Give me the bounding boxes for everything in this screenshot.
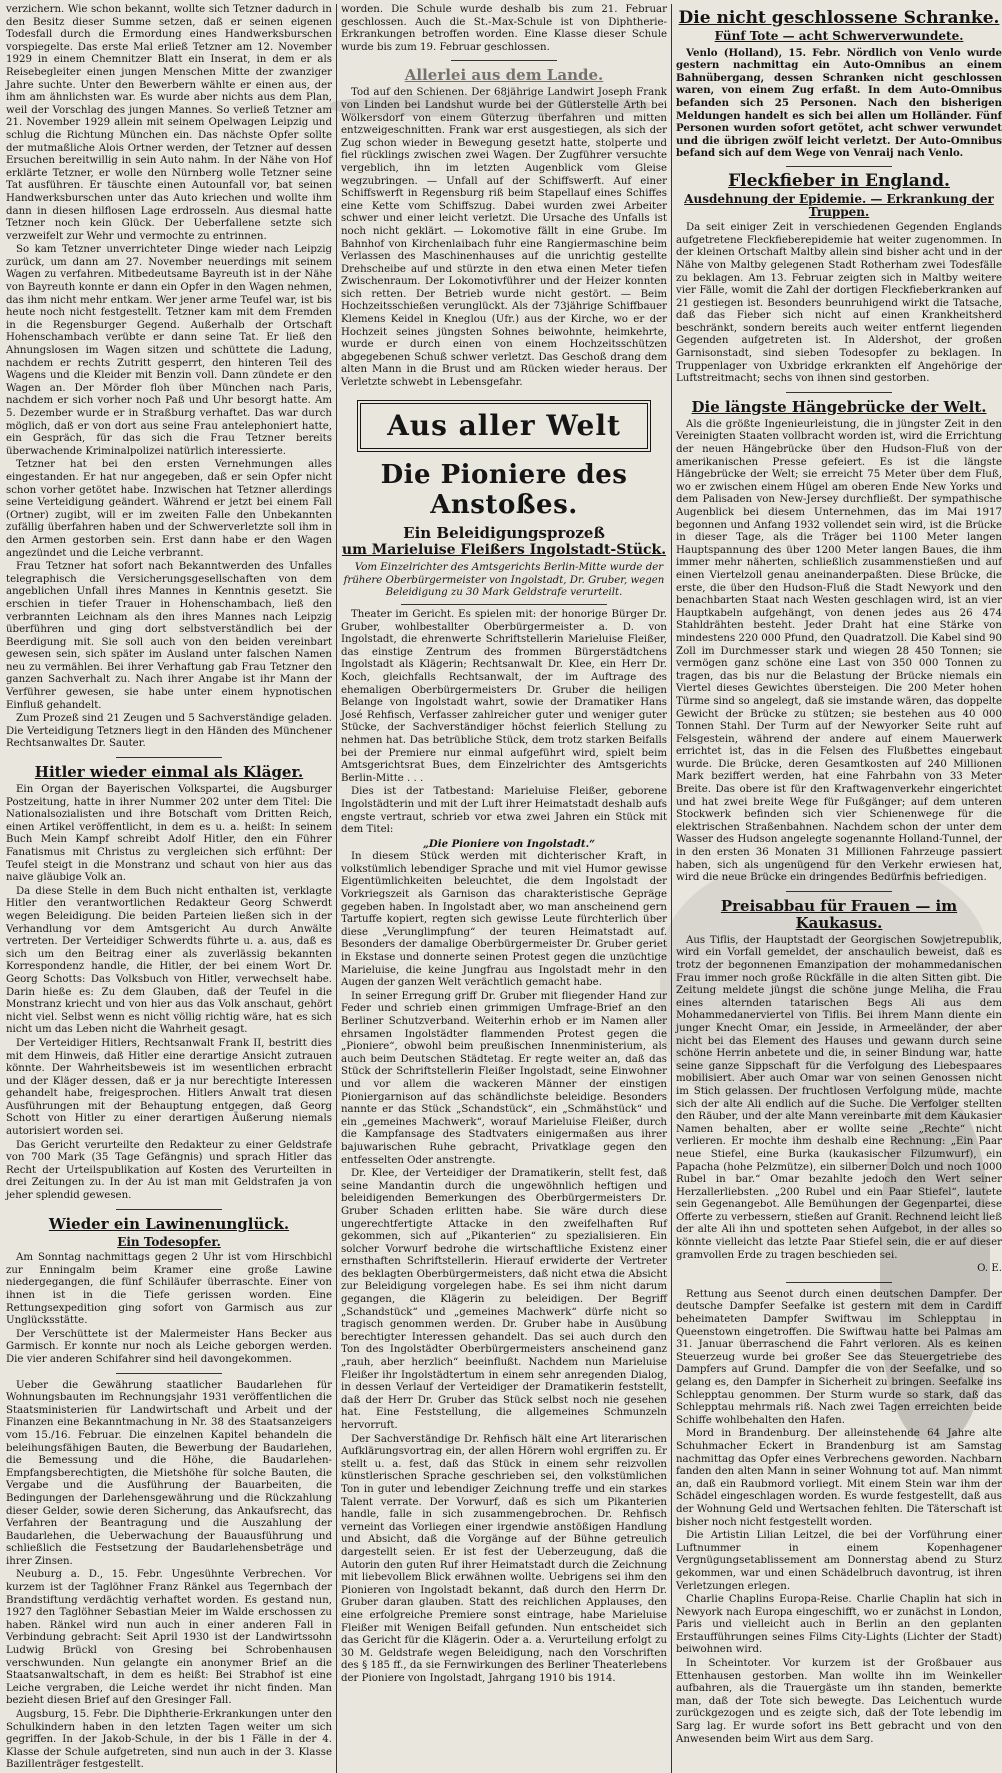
headline-bruecke: Die längste Hängebrücke der Welt. <box>691 397 987 416</box>
pioniere-quote-title: „Die Pioniere von Ingolstadt.“ <box>423 837 595 850</box>
subheadline-pioniere: Ein Beleidigungsprozeß <box>403 523 605 542</box>
diphtherie-paragraph: worden. Die Schule wurde deshalb bis zum 21. Februar geschlossen. Auch die St.-Max-Schule ist von Diphtherie-Erkrankungen betroffen worden. Eine Klasse dieser Schule wurde bis zum 19. Februar geschlossen. <box>341 4 667 53</box>
subheadline-lawine: Ein Todesopfer. <box>117 1234 221 1249</box>
tetzner-paragraph: So kam Tetzner unverrichteter Dinge wieder nach Leipzig zurück, um dann am 27. November neuerdings mit seinem Wagen zu verfahren. Mitbedeutsame Bayreuth ist in der Nähe von Bayreuth konnte er dann ein Opfer in den Wagen nehmen, das ihm nicht mehr entkam. Wer jener arme Teufel war, ist bis heute noch nicht festgestellt. Tetzner kam mit dem Fremden in die Regensburger Gegend. Außerhalb der Ortschaft Hohenschambach verübte er dann seine Tat. Er ließ den Ahnungslosen im Wagen sitzen und schüttete die Ladung, nachdem er rechts Zutritt gesperrt, den hinteren Teil des Wagens und die Kleider mit Benzin voll. Dann zündete er den Wagen an. Der Mörder floh über München nach Paris, nachdem er sich vorher noch Paß und Uhr besorgt hatte. Am 5. Dezember wurde er in Straßburg verhaftet. Das war durch möglich, daß er von dort aus seine Frau antelephoniert hatte, ein Gespräch, für das sich die Frau Tetzner bereits überwachende Kriminalpolizei natürlich interessierte. <box>6 244 332 457</box>
divider <box>786 166 892 167</box>
pioniere-paragraph: Theater im Gericht. Es spielen mit: der honorige Bürger Dr. Gruber, wohlbestallter Oberbürgermeister a. D. von Ingolstadt, die ehrenwerte Schriftstellerin Marieluise Fleißer, das einstige Zentrum des frommen Bürgerstädtchens Ingolstadt als Klägerin; Rechtsanwalt Dr. Klee, ein Herr Dr. Koch, gleichfalls Rechtsanwalt, der im Auftrage des ehemaligen Oberbürgermeisters Dr. Gruber die heiligen Belange von Ingolstadt wahrt, sowie der Dramatiker Hans José Rehfisch, Verfasser zahlreicher guter und weniger guter Stücke, der Sachverständiger höchst feierlich Stellung zu nehmen hat. Das betrübliche Stück, dem trotz starken Beifalls bei der Premiere nur einmal aufgeführt wird, spielt beim Amtsgerichtsrat Bues, dem Einzelrichter des Amtsgerichts Berlin-Mitte . . . <box>341 609 667 784</box>
lawine-paragraph: Am Sonntag nachmittags gegen 2 Uhr ist vom Hirschbichl zur Enningalm beim Kramer eine große Lawine niedergegangen, die fünf Schiläufer überraschte. Einer von ihnen ist in die Tiefe gerissen worden. Eine Rettungsexpedition ging sofort von Garmisch aus zur Unglücksstätte. <box>6 1252 332 1327</box>
preisabbau-paragraph: Aus Tiflis, der Hauptstadt der Georgischen Sowjetrepublik, wird ein Vorfall gemeldet, der anschaulich beweist, daß es trotz der begonnenen Emanzipation der mohammedanischen Frau immer noch große Rückfälle in die alten Sitten gibt. Die Zeitung meldete jüngst die schöne junge Meliha, die Frau eines alternden tatarischen Begs Ali aus dem Mohammedanerviertel von Tiflis. Bei ihrem Mann diente ein junger Knecht Omar, ein Jesside, in Armeeländer, der aber nicht bei das Element des Hauses und gewann durch seine schöne Herrin anbetete und die, in seiner Bindung war, hatte seine ganze Sippschaft für die Verfolgung des Liebespaares mobilisiert. Aber auch Omar war von seinen Genossen nicht im Stich gelassen. Der fruchtlosen Verfolgung müde, machte sich der alte Ali endlich auf die Suche. Die Verfolger stellten den Räuber, und der alte Mann vereinbarte mit dem Kaukasier Namen behalten, aber er wollte seine „Rechte“ nicht verlieren. Er mochte ihm deshalb eine Rechnung: „Ein Paar neue Stiefel, eine Burka (kaukasischer Filzumwurf), ein Papacha (hohe Pelzmütze), ein silberner Dolch und noch 1000 Rubel in bar.“ Omar bezahlte jedoch den Wert seiner Herzallerliebsten. „200 Rubel und ein Paar Stiefel“, lautete sein Gegenangebot. Alle Bemühungen der Gegenpartei, diese Offerte zu verbessern, stießen auf Granit. Rechnend leicht ließ der alte Ali ihn und spotteten sehen Aufgebot, in der alles so könnte vielleicht das letzte Paar Stiefel sein, die er auf dieser gramvollen Erde zu tragen beschieden sei. <box>676 934 1002 1261</box>
pioniere-paragraph: Der Sachverständige Dr. Rehfisch hält eine Art literarischen Aufklärungsvortrag ein, der allen Hörern wohl ergriffen zu. Er stellt u. a. fest, daß das Stück in einem sehr reizvollen künstlerischen Sprache geschrieben sei, den volkstümlichen Ton in guter und lebendiger Zeichnung treffe und ein starkes Talent verrate. Der Vorwurf, daß es sich um Pikanterien handle, falle in sich zusammengebrochen. Dr. Rehfisch verneint das Vorliegen einer irgendwie anstößigen Handlung und Absicht, daß die Vorgänge auf der Bühne getreulich dargestellt seien. Er ist fest der Ueberzeugung, daß die Autorin den guten Ruf ihrer Heimatstadt durch die Zeichnung mit liebevollem Blick erwähnen wollte. Uebrigens sei ihm den Pionieren von Ingolstadt bekannt, daß durch den Herrn Dr. Gruber daran glauben. Statt des reichlichen Applauses, den eine erfolgreiche Premiere sonst eintrage, habe Marieluise Fleißer mit Wenigen Beifall gefunden. Nun entscheidet sich das Gericht für die Klägerin. Oder a. a. Verurteilung erfolgt zu 30 M. Geldstrafe wegen Beleidigung, nach den Vorschriften des § 185 ff., da sie Fernwirkungen des Berliner Theaterlebens der Pioniere von Ingolstadt, Jahrgang 1910 bis 1914. <box>341 1433 667 1684</box>
tetzner-paragraph: Zum Prozeß sind 21 Zeugen und 5 Sachverständige geladen. Die Verteidigung Tetzners liegt in den Händen des Münchener Rechtsanwaltes Dr. Sauter. <box>6 713 332 750</box>
schranke-paragraph: Venlo (Holland), 15. Febr. Nördlich von Venlo wurde gestern nachmittag ein Auto-Omnibus an einem Bahnübergang, dessen Schranken nicht geschlossen waren, von einem Zug erfaßt. In dem Auto-Omnibus befanden sich 25 Personen. Nach den bisherigen Meldungen handelt es sich bei allen um Holländer. Fünf Personen wurden sofort getötet, acht schwer verwundet und die übrigen zwölf leicht verletzt. Der Auto-Omnibus befand sich auf dem Wege von Venraij nach Venlo. <box>676 46 1002 160</box>
pioniere-paragraph: In diesem Stück werden mit dichterischer Kraft, in volkstümlich lebendiger Sprache und mit viel Humor gewisse Eigentümlichkeiten beleuchtet, die dem Ingolstadt der Vorkriegszeit als Garnison das charakteristische Gepräge gegeben haben. In Ingolstadt aber, wo man anscheinend gern Tartuffe kopiert, regten sich gewisse Leute fürchterlich über diese „Verunglimpfung“ der teuren Heimatstadt auf. Besonders der damalige Oberbürgermeister Dr. Gruber geriet in Ekstase und donnerte seinen Protest gegen die unzüchtige Marieluise, die keine Jungfrau aus Ingolstadt mehr in den Augen der ganzen Welt verächtlich gemacht habe. <box>341 851 667 989</box>
hitler-paragraph: Da diese Stelle in dem Buch nicht enthalten ist, verklagte Hitler den verantwortlichen Redakteur Georg Schwerdt wegen Beleidigung. Die beiden Parteien ließen sich in der Verhandlung vor dem Amtsgericht Au durch Anwälte vertreten. Der Verteidiger Schwerdts führte u. a. aus, daß es sich um den Beitrag einer als zuverlässig bekannten Korrespondenz handle, die Hitler, der bei einem Wort Dr. Georg Schotts: Das Volksbuch von Hitler, verwechselt habe. Darin hieße es: Zu dem Glauben, daß der Teufel in die Monstranz kriecht und von hier aus das Volk anschaut, gehört nicht viel. Selbst wenn es nicht völlig richtig wäre, hat es sich nicht um das Leben nicht die Wahrheit gesagt. <box>6 885 332 1036</box>
headline-schranke: Die nicht geschlossene Schranke. <box>678 8 1000 28</box>
pioniere-intro: Vom Einzelrichter des Amtsgerichts Berlin-Mitte wurde der frühere Oberbürgermeister von Ingolstadt, Dr. Gruber, wegen Beleidigung zu 30 Mark Geldstrafe verurteilt. <box>343 562 665 599</box>
divider <box>451 60 557 61</box>
fleckfieber-paragraph: Da seit einiger Zeit in verschiedenen Gegenden Englands aufgetretene Fleckfieberepidemie hat weiter zugenommen. In der kleinen Ortschaft Maltby allein sind bisher acht und in der Nähe von Maltby gelegenen Stadt Rotherham zwei Todesfälle zu beklagen. Am 13. Februar zeigten sich in Maltby weitere vier Fälle, womit die Zahl der dortigen Fleckfieberkranken auf 21 gestiegen ist. Besonders beunruhigend wirkt die Tatsache, daß das Fieber sich nicht auf einen Krankheitsherd beschränkt, sondern bereits auch weiter entfernt liegenden Gegenden aufgetreten ist. In Aldershot, der großen Garnisonstadt, sind sieben Todesopfer zu beklagen. In Truppenlager von Uxbridge erkrankten elf Angehörige der Luftstreitmacht; sechs von ihnen sind gestorben. <box>676 222 1002 385</box>
column-left <box>6 4 332 1773</box>
mord-paragraph: Mord in Brandenburg. Der alleinstehende 64 Jahre alte Schuhmacher Eckert in Brandenburg ist am Samstag nachmittag das Opfer eines Verbrechens geworden. Nachbarn fanden den alten Mann in seiner Wohnung tot auf. Man nimmt an, daß ein Raubmord vorliegt. Mit einem Stein war ihm der Schädel eingeschlagen worden. Es wurde festgestellt, daß aus der Wohnung Geld und Wertsachen fehlten. Die Täterschaft ist bisher noch nicht festgestellt worden. <box>676 1428 1002 1528</box>
tetzner-paragraph: Tetzner hat bei den ersten Vernehmungen alles eingestanden. Er hat nur angegeben, daß er sein Opfer nicht schon vorher getötet habe. Inzwischen hat Tetzner allerdings seine Verteidigung geändert. Während er jetzt bei einem Fall (Ortner) zugibt, will er im zweiten Falle den Unbekannten zufällig überfahren haben und der Schwerverletzte soll ihm in den Armen gestorben sein. Erst dann habe er den Wagen angezündet und die Leiche verbrannt. <box>6 459 332 559</box>
pioniere-paragraph: In seiner Erregung griff Dr. Gruber mit fliegender Hand zur Feder und schrieb einen grimmigen Umfrage-Brief an den Berliner Schutzverband. Weiterhin erhob er im Namen aller ehrsamen Ingolstädter flammenden Protest gegen die „Pioniere“, obwohl beim preußischen Innenministerium, als auch beim Deutschen Städtetag. Er regte weiter an, daß das Stück der Schriftstellerin Fleißer Ingolstadt, seine Einwohner und vor allem die wackeren Männer der einstigen Pioniergarnison auf das schändlichste beleidige. Besonders nannte er das Stück „Schandstück“, ein „Schmähstück“ und ein „gemeines Machwerk“, worauf Marieluise Fleißer, durch die Kampfansage des Stadtvaters einigermaßen aus ihrer bajuwarischen Ruhe gebracht, Privatklage gegen den entfesselten Oder anstrengte. <box>341 990 667 1166</box>
hitler-paragraph: Das Gericht verurteilte den Redakteur zu einer Geldstrafe von 700 Mark (35 Tage Gefängnis) und sprach Hitler das Recht der Urteilspublikation auf Kosten des Verurteilten in drei Zeitungen zu. In der Au ist man mit Geldstrafen ja von jeher splendid gewesen. <box>6 1139 332 1202</box>
divider <box>786 392 892 393</box>
headline-preisabbau: Preisabbau für Frauen — im Kaukasus. <box>720 896 958 932</box>
column-rule <box>336 4 337 1773</box>
column-rule <box>671 4 672 1773</box>
ink-smudge <box>880 1100 990 1440</box>
headline-pioniere: Die Pioniere des Anstoßes. <box>380 459 628 520</box>
ink-smudge <box>660 860 990 1120</box>
scheintoter-paragraph: In Scheintoter. Vor kurzem ist der Großbauer aus Ettenhausen gestorben. Man wollte ihn im Weinkeller aufbahren, als die Trauergäste um ihn standen, bemerkte man, daß der Tote sich bewegte. Das Leichentuch wurde zurückgezogen und es zeigte sich, daß der Tote lebendig im Sarg lag. Er wurde sofort ins Bett gebracht und von den Anwesenden beim Wirt aus dem Sarg. <box>676 1658 1002 1745</box>
tetzner-paragraph: verzichern. Wie schon bekannt, wollte sich Tetzner dadurch in den Besitz dieser Summe setzen, daß er seinen eigenen Todesfall durch die Ermordung eines Handwerksburschen vorspiegelte. Das erste Mal erließ Tetzner am 12. November 1929 in einem Chemnitzer Blatt ein Inserat, in dem er als Reisebegleiter einen jungen Menschen Mitte der zwanziger Jahre suchte. Unter den Bewerbern wählte er einen aus, der ihm am ähnlichsten war. Es wurde aber nichts aus dem Plan, weil der Vorschlag des jungen Mannes. So verließ Tetzner am 21. November 1929 allein mit seinem Opelwagen Leipzig und schlug die Richtung München ein. Das nächste Opfer sollte der mutmaßliche Alois Ortner werden, der Tetzner auf dessen Ersuchen bereitwillig in sein Auto nahm. In der Nähe von Hof erklärte Tetzner, er wolle den Nürnberg wolle Tetzner seine Tat ausführen. Er täuschte einen Autounfall vor, bat seinen Handwerksburschen unter das Auto kriechen und wollte ihm dann in diesen hilflosen Lage erdrosseln. Aus diesmal hatte Tetzner noch kein Glück. Der Ueberfallene setzte sich verzweifelt zur Wehr und vermochte zu entrinnen. <box>6 4 332 242</box>
rettung-paragraph: Rettung aus Seenot durch einen deutschen Dampfer. Der deutsche Dampfer Seefalke ist gestern mit dem in Cardiff beheimateten Dampfer Swiftwau im Schlepptau in Queenstown eingetroffen. Die Swiftwau hatte bei Palmas am 31. Januar überraschend die Fahrt verloren. Als es keinen Steuerzeug wurde bei großer See das Steuergetriebe des Dampfers auf Grund. Dampfer die von der Seefalke, und so gelang es, den Dampfer in Sicherheit zu bringen. Seefalke ins Schlepptau genommen. Der Sturm wurde so stark, daß das Schlepptau mehrmals riß. Nach zwei Tagen erreichten beide Schiffe wohlbehalten den Hafen. <box>676 1288 1002 1426</box>
pioniere-paragraph: Dies ist der Tatbestand: Marieluise Fleißer, geborene Ingolstädterin und mit der Luft ihrer Heimatstadt deshalb aufs engste vertraut, schrieb vor etwa zwei Jahren ein Stück mit dem Titel: <box>341 786 667 836</box>
divider <box>116 757 222 758</box>
subheadline-schranke: Fünf Tote — acht Schwerverwundete. <box>714 29 964 43</box>
headline-lande: Allerlei aus dem Lande. <box>404 66 604 85</box>
artistin-paragraph: Die Artistin Lilian Leitzel, die bei der Vorführung einer Luftnummer in einem Kopenhagener Vergnügungsetablissement am Donnerstag abend zu Sturz gekommen, war und einen Schädelbruch davontrug, ist ihren Verletzungen erlegen. <box>676 1530 1002 1592</box>
column-middle <box>341 4 667 1773</box>
neuburg-paragraph: Neuburg a. D., 15. Febr. Ungesühnte Verbrechen. Vor kurzem ist der Taglöhner Franz Ränkel aus Tegernbach der Brandstiftung verdächtig verhaftet worden. Es gestand nun, 1927 den Taglöhner Sebastian Meier im Walde erschossen zu haben. Ränkel wird nun auch in einer anderen Fall in Verbindung gebracht: Seit April 1930 ist der Landwirtssohn Ludwig Brückl von Gresing bei Schrobenhausen verschwunden. Nun gelangte ein anonymer Brief an die Staatsanwaltschaft, in dem es heißt: Bei Strabhof ist eine Leiche vergraben, die Leiche werdet ihr nicht finden. Man bezieht diesen Brief auf den Gresinger Fall. <box>6 1569 332 1707</box>
hitler-paragraph: Der Verteidiger Hitlers, Rechtsanwalt Frank II, bestritt dies mit dem Hinweis, daß Hitler eine derartige Ansicht zutrauen könnte. Der Wahrheitsbeweis ist im wesentlichen erbracht und der Kläger dessen, daß er ja nur berechtigte Interessen gehandelt habe, freigesprochen. Hitlers Anwalt trat diesen Ausführungen mit der Behauptung entgegen, daß Georg Schott von Hitler zu einer derartigen Äußerung niemals autorisiert worden sei. <box>6 1037 332 1138</box>
divider <box>401 604 607 605</box>
divider <box>116 1209 222 1210</box>
lawine-paragraph: Der Verschüttete ist der Malermeister Hans Becker aus Garmisch. Er konnte nur noch als Leiche geborgen werden. Die vier anderen Schifahrer sind heil davongekommen. <box>6 1328 332 1365</box>
divider <box>116 1373 222 1374</box>
subheadline-fleckfieber: Ausdehnung der Epidemie. — Erkrankung der Truppen. <box>684 191 994 219</box>
pioniere-paragraph: Dr. Klee, der Verteidiger der Dramatikerin, stellt fest, daß seine Mandantin durch die ungewöhnlich heftigen und beleidigenden Bemerkungen des Oberbürgermeisters Dr. Gruber Schaden erlitten habe. Sie wäre durch diese ungerechtfertigte Attacke in den zweifelhaften Ruf gekommen, sich auf „Pikanterien“ zu spezialisieren. Ein solcher Vorwurf bedrohe die wirtschaftliche Existenz einer ernsthaften Schriftstellerin. Hierauf erwiderte der Vertreter des beklagten Oberbürgermeisters, daß nicht etwa die Absicht zur Beleidigung vorgelegen habe. Es sei ihm nicht darum gegangen, die Klägerin zu beleidigen. Der Begriff „Schandstück“ und „gemeines Machwerk“ dürfe nicht so tragisch genommen werden. Dr. Gruber habe in Ausübung berechtigter Interessen gehandelt. Das sei auch durch den Ton des Ingolstädter Oberbürgermeisters anscheinend ganz „rauh, aber herzlich“ beeinflußt. Nachdem nun Marieluise Fleißer ihr Ingolstädtertum in einem sehr anregenden Dialog, in dessen Verlauf der Verteidiger der Dramatikerin feststellt, daß der Herr Dr. Gruber das Stück selbst noch nie gesehen hat. Eine Feststellung, die allgemeines Schmunzeln hervorruft. <box>341 1168 667 1431</box>
headline-hitler: Hitler wieder einmal als Kläger. <box>34 763 304 782</box>
headline-fleckfieber: Fleckfieber in England. <box>728 170 950 191</box>
augsburg-paragraph: Augsburg, 15. Febr. Die Diphtherie-Erkrankungen unter den Schulkindern haben in den letzten Tagen weiter um sich gegriffen. In der Jakob-Schule, in der bis 1 Fälle in der 4. Klasse der Schule aufgetreten, sind nun auch in der 3. Klasse Bazillenträger festgestellt. <box>6 1709 332 1771</box>
chaplin-paragraph: Charlie Chaplins Europa-Reise. Charlie Chaplin hat sich in Newyork nach Europa eingeschifft, wo er zunächst in London, Paris und vielleicht auch in Berlin an den geplanten Erstaufführungen seines Films City-Lights (Lichter der Stadt) beiwohnen wird. <box>676 1594 1002 1656</box>
lande-paragraph: Tod auf den Schienen. Der 68jährige Landwirt Joseph Frank von Linden bei Landshut wurde bei der Gütlerstelle Arth bei Wölkersdorf von einem Güterzug überfahren und mitten entzweigeschnitten. Frank war erst ausgestiegen, als sich der Zug schon wieder in Bewegung gesetzt hatte, stolperte und fiel rücklings zwischen zwei Wagen. Der Zugführer versuchte vergeblich, ihn im letzten Augenblick vom Gleise wegzubringen. — Unfall auf der Schiffswerft. Auf einer Schiffswerft in Regensburg riß beim Stapellauf eines Schiffes eine Kette vom Schiffszug. Dabei wurden zwei Arbeiter schwer und einer leicht verletzt. Die Ursache des Unfalls ist noch nicht geklärt. — Lokomotive fällt in eine Grube. Im Bahnhof von Kirchenlaibach fuhr eine Rangiermaschine beim Verlassen des Maschinenhauses auf die unrichtig gestellte Drehscheibe auf und stürzte in den etwa einen Meter tiefen Zwischenraum. Der Lokomotivführer und der Heizer konnten sich retten. Der Betrieb wurde nicht gestört. — Beim Hochzeitsschießen verunglückt. Als der 73jährige Schiffbauer Klemens Keidel in Kneglou (Ufr.) aus der Kirche, wo er der Hochzeit seines jüngsten Sohnes beiwohnte, heimkehrte, wurde er durch einen von einem Hochzeitsschützen abgegebenen Schuß schwer verletzt. Das Geschoß drang dem alten Mann in die Brust und am Rücken wieder heraus. Der Verletzte schwebt in Lebensgefahr. <box>341 87 667 389</box>
divider <box>786 1282 892 1283</box>
headline-lawine: Wieder ein Lawinenunglück. <box>48 1214 290 1233</box>
tetzner-paragraph: Frau Tetzner hat sofort nach Bekanntwerden des Unfalles telegraphisch die Versicherungsgesellschaften von dem angeblichen Unfall ihres Mannes in Kenntnis gesetzt. Sie erschien in tiefer Trauer in Hohenschambach, ließ den verbrannten Leichnam als den ihres Mannes nach Leipzig überführen und ging dort selbstverständlich bei der Beerdigung mit. Sie soll auch von den beiden vereinbart gewesen sein, sich später im Ausland unter falschen Namen neu zu vermählen. Bei ihrer Verhaftung gab Frau Tetzner den ganzen Sachverhalt zu. Nach ihrer Angabe ist ihr Mann der Verführer gewesen, sie habe unter einem hypnotischen Einfluß gehandelt. <box>6 561 332 711</box>
section-banner: Aus aller Welt <box>357 400 651 452</box>
ink-smudge <box>330 95 650 117</box>
baudarlehen-paragraph: Ueber die Gewährung staatlicher Baudarlehen für Wohnungsbauten im Rechnungsjahr 1931 veröffentlichen die Staatsministerien für Landwirtschaft und Arbeit und der Finanzen eine Bekanntmachung in Nr. 38 des Staatsanzeigers vom 15./16. Februar. Die einzelnen Kapitel behandeln die beleihungsfähigen Bauten, die Bewerbung der Baudarlehen, die Bemessung und die Höhe, die Baudarlehen-Empfangsberechtigten, die Mietshöhe für solche Bauten, die Vergabe und die Ausführung der Bauarbeiten, die Bedingungen der Darlehensgewährung und die Rückzahlung dieser Gelder, sowie deren Sicherung, das Ankaufsrecht, das Verfahren der Beantragung und die Auszahlung der Baudarlehen, die Ueberwachung der Bauausführung und schließlich die Festsetzung der Baudarlehensbeträge und ihrer Zinsen. <box>6 1379 332 1567</box>
hitler-paragraph: Ein Organ der Bayerischen Volkspartei, die Augsburger Postzeitung, hatte in ihrer Nummer 202 unter dem Titel: Die Nationalsozialisten und ihre Botschaft vom Dritten Reich, einen Artikel veröffentlicht, in dem es u. a. heißt: In seinem Buch Mein Kampf schreibt Adolf Hitler, den ein Führer Fanatismus mit Christus zu vergleichen sich erfühnt: Der Teufel steigt in die Monstranz und schaut von hier aus das naive gläubige Volk an. <box>6 784 332 884</box>
subheadline-pioniere-2: um Marieluise Fleißers Ingolstadt-Stück. <box>341 541 667 558</box>
author-signature: O. E. <box>977 1263 1002 1275</box>
bruecke-paragraph: Als die größte Ingenieurleistung, die in jüngster Zeit in den Vereinigten Staaten vollbracht worden ist, wird die Errichtung der neuen Hängebrücke über den Hudson-Fluß von der amerikanischen Presse gefeiert. Es ist die längste Hängebrücke der Welt; sie erreicht 75 Meter über dem Fluß, wo er zwischen einem Hügel am oberen Ende New Yorks und dem Palisaden von New-Jersey durchfließt. Der sympathische Augenblick bei diesem Unternehmen, das im Mai 1917 begonnen und Anfang 1932 vollendet sein wird, ist die Brücke in dieser Tage, als die Träger bei 1100 Meter langen Hauptspannung des über 1200 Meter langen Baues, die ihm immer mehr näherten, schließlich zusammenstießen und auf einen Viertelzoll genau aneinanderpaßten. Diese Brücke, die erste, die über den Hudson-Fluß die Stadt Newyork und den benachbarten Staat nach Westen geschlagen wird, ist an vier Hauptkabeln aufgehängt, von denen jedes aus 26 474 Stahldrähten besteht. Jeder Draht hat eine Stärke von mindestens 220 000 Pfund, den Quadratzoll. Die Kabel sind 90 Zoll im Durchmesser stark und wiegen 28 450 Tonnen; sie vermögen ganz schöne eine Last von 350 000 Tonnen zu tragen, das bis nur die Belastung der Brücke niemals ein Viertel dieses Gewichtes übersteigen. Die 200 Meter hohen Türme sind so angelegt, daß sie imstande wären, das doppelte Gewicht der Brücke zu stützen; sie bestehen aus 40 000 Tonnen Stahl. Der Turm auf der Newyorker Seite ruht auf Felsgestein, während der andere auf einem Mauerwerk errichtet ist, das in die Felsen des Flußbettes eingebaut wurde. Die Brücke, deren Gesamtkosten auf 240 Millionen Mark beziffert werden, hat eine Fahrbahn von 33 Meter Breite. Das obere ist für den Kraftwagenverkehr eingerichtet und hat zwei breite Wege für Fußgänger; auf dem unteren Stockwerk befinden sich vier Schienenwege für die elektrischen Straßenbahnen. Nachdem schon der unter dem Wasser des Hudson angelegte sogenannte Holland-Tunnel, der in den ersten 36 Monaten 31 Millionen Fahrzeuge passiert haben, sich als ungenügend für den Verkehr erwiesen hat, wird die neue Brücke ein dringendes Bedürfnis befriedigen. <box>676 418 1002 884</box>
